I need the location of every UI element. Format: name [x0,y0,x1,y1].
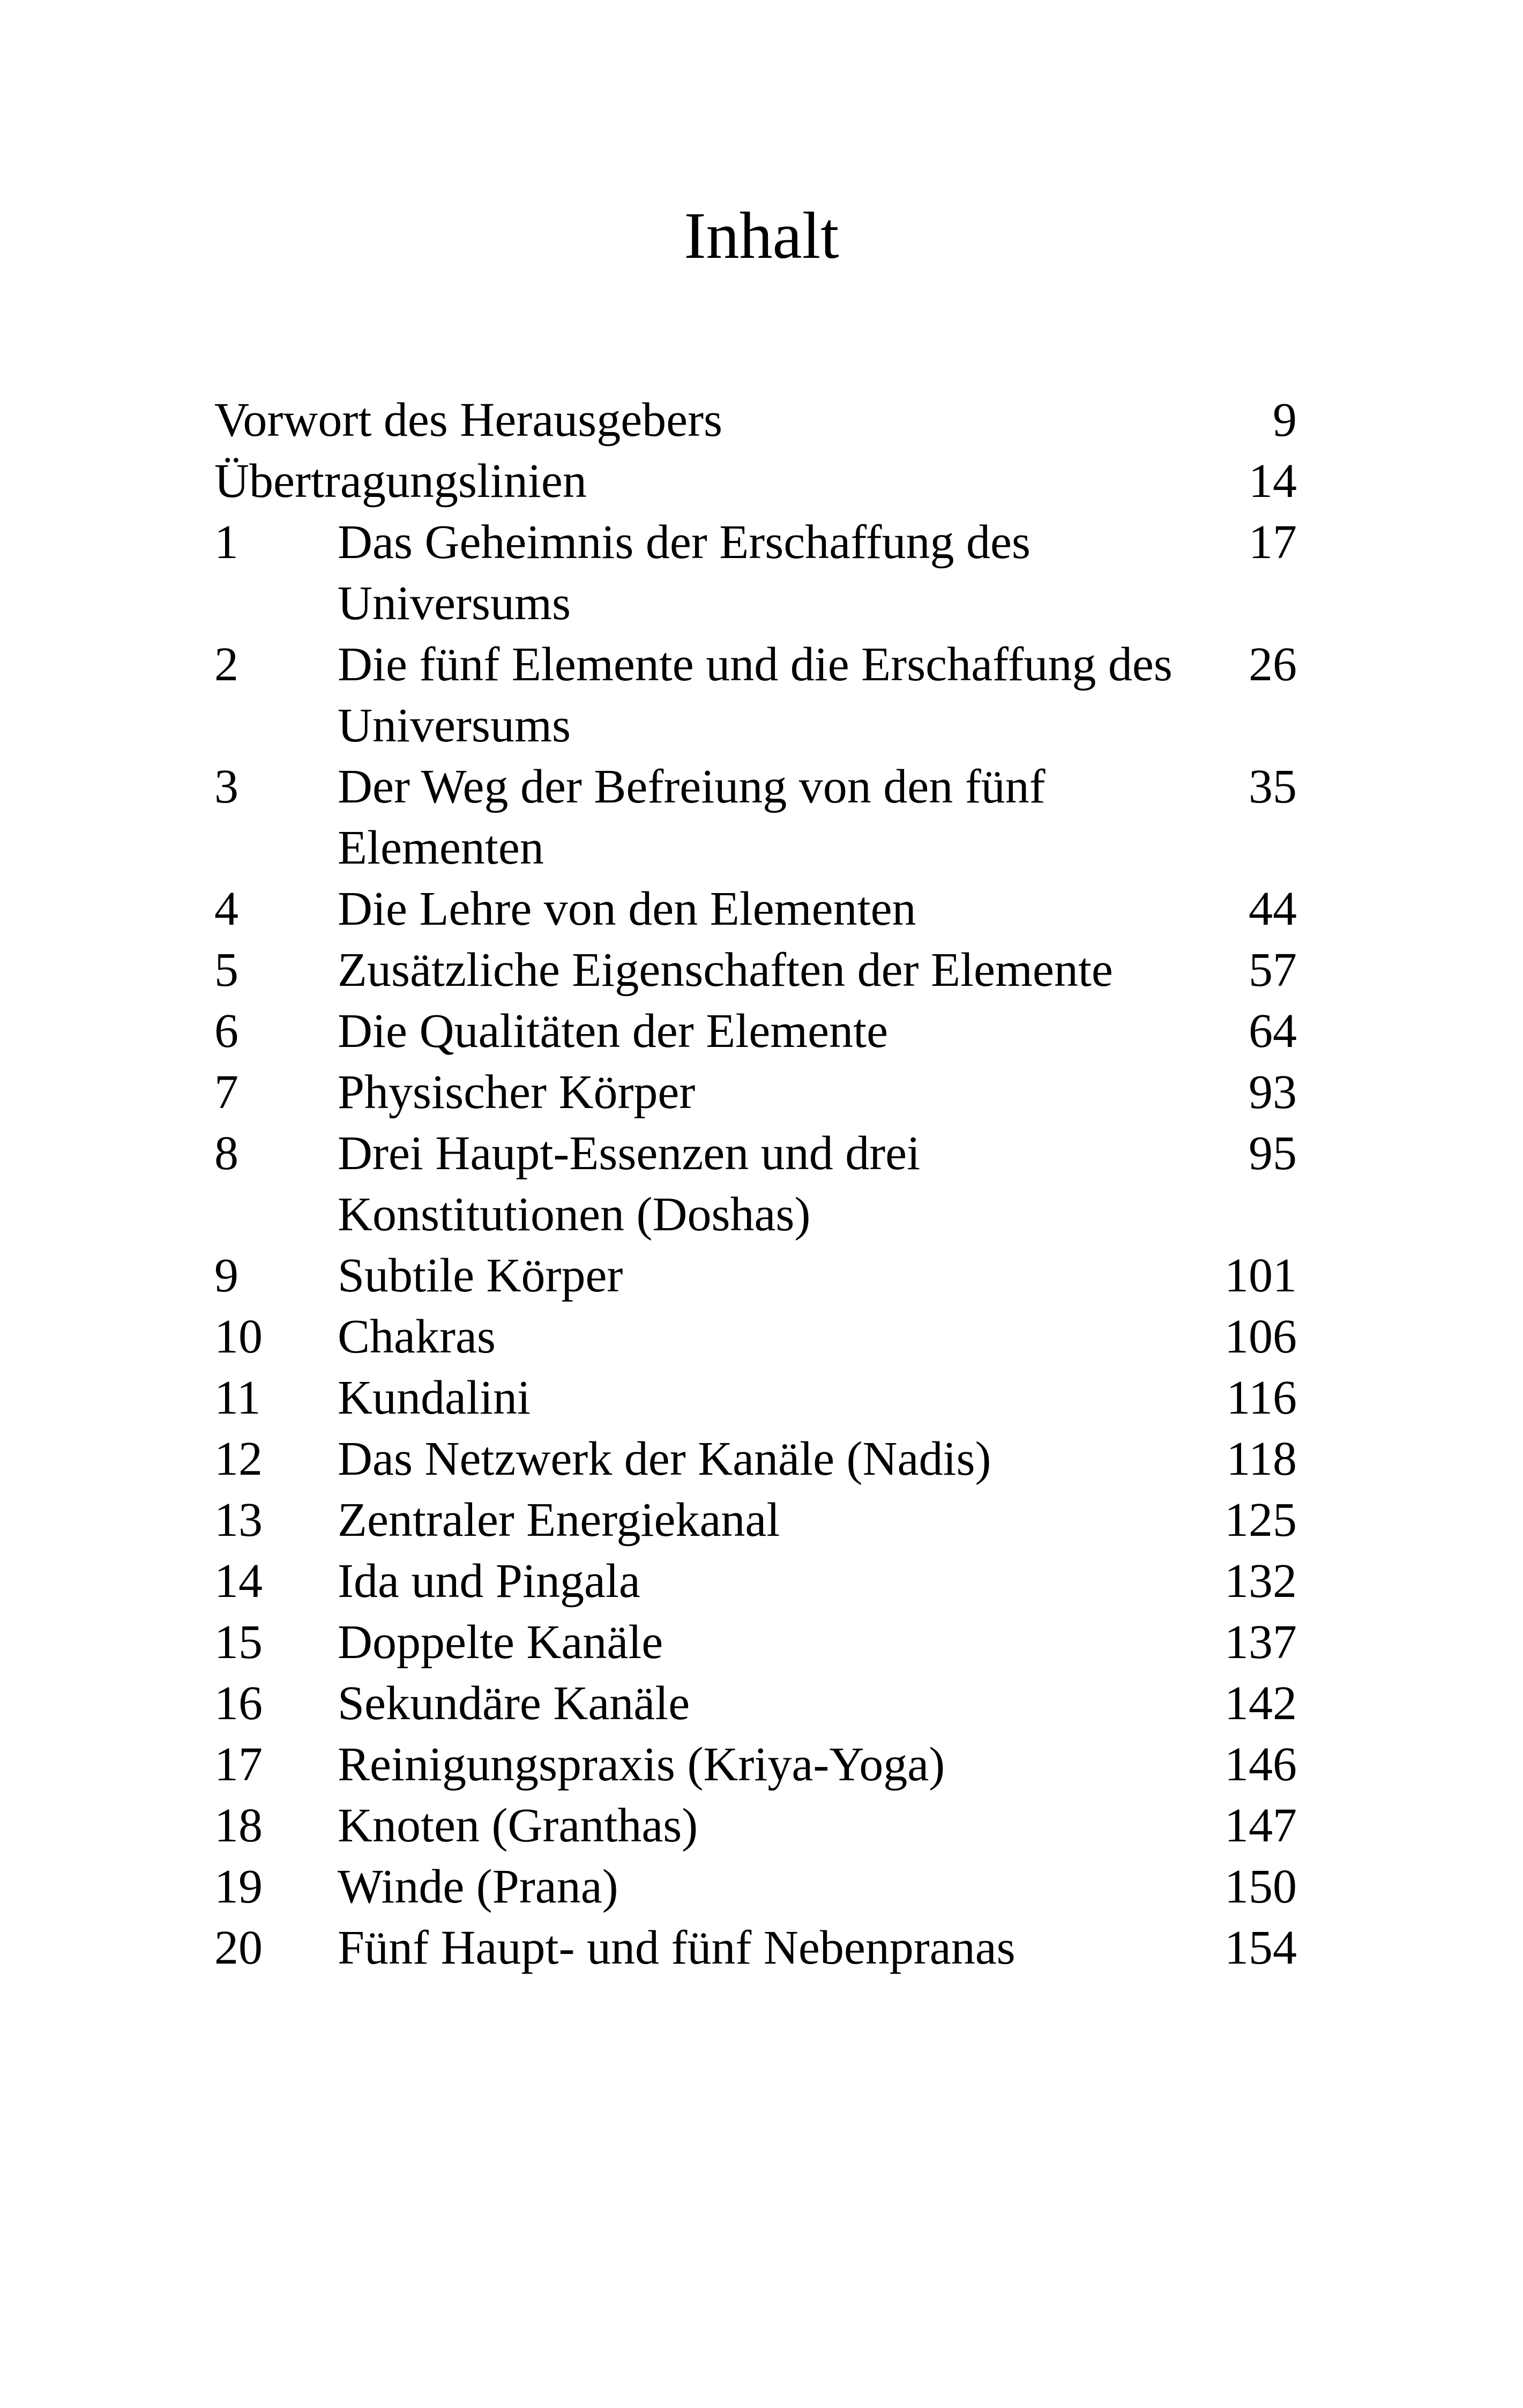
page-number: 116 [1226,1371,1297,1424]
page-number: 95 [1249,1127,1297,1180]
page-number: 118 [1226,1432,1297,1485]
toc-entry [214,1123,1297,1245]
chapter-number: 10 [214,1310,263,1363]
chapter-number: 1 [214,516,238,569]
page-number: 17 [1249,516,1297,569]
chapter-title: Doppelte Kanäle [338,1616,663,1669]
page-number: 101 [1225,1249,1297,1302]
chapter-title: Übertragungslinien [214,455,587,508]
chapter-title: Die Qualitäten der Elemente [338,1005,889,1058]
chapter-number: 8 [214,1127,238,1180]
chapter-title: Fünf Haupt- und fünf Nebenpranas [338,1921,1016,1974]
chapter-number: 4 [214,882,238,935]
page-number: 125 [1225,1493,1297,1547]
page-number: 64 [1249,1005,1297,1058]
toc-entry [214,1551,1297,1612]
toc-entry [214,1856,1297,1918]
chapter-number: 18 [214,1799,263,1852]
page-number: 35 [1249,760,1297,813]
chapter-number: 11 [214,1371,261,1424]
chapter-title: Vorwort des Herausgebers [214,393,723,447]
toc-entry [214,390,1297,451]
toc-entry [214,1918,1297,1979]
chapter-number: 3 [214,760,238,813]
toc-entry [214,1795,1297,1856]
chapter-number: 19 [214,1860,263,1913]
chapter-title: Zentraler Energiekanal [338,1493,780,1547]
page-number: 26 [1249,638,1297,691]
toc-entry [214,1245,1297,1306]
toc-entry [214,1734,1297,1795]
toc-entry [214,451,1297,512]
chapter-number: 9 [214,1249,238,1302]
chapter-number: 13 [214,1493,263,1547]
page-number: 132 [1225,1555,1297,1608]
toc-entry [214,1673,1297,1734]
page-title: Inhalt [684,199,839,272]
chapter-number: 15 [214,1616,263,1669]
chapter-number: 12 [214,1432,263,1485]
chapter-number: 5 [214,943,238,997]
toc-entry [214,1306,1297,1367]
page-number: 93 [1249,1066,1297,1119]
chapter-number: 16 [214,1677,263,1730]
table-of-contents [214,390,1297,1979]
chapter-title: Chakras [338,1310,496,1363]
page-number: 137 [1225,1616,1297,1669]
page-number: 106 [1225,1310,1297,1363]
chapter-title: Sekundäre Kanäle [338,1677,690,1730]
chapter-number: 17 [214,1738,263,1791]
toc-entry [214,1062,1297,1123]
chapter-title: Die fünf Elemente und die Erschaffung des Universums [338,638,1173,752]
chapter-title: Zusätzliche Eigenschaften der Elemente [338,943,1113,997]
chapter-title: Subtile Körper [338,1249,623,1302]
toc-entry [214,1490,1297,1551]
chapter-title: Das Geheimnis der Erschaffung des Universums [338,516,1031,630]
chapter-title: Drei Haupt-Essenzen und drei Konstitutionen (Doshas) [338,1127,921,1241]
chapter-title: Reinigungspraxis (Kriya-Yoga) [338,1738,945,1791]
toc-entry [214,756,1297,879]
chapter-title: Physischer Körper [338,1066,696,1119]
page-number: 57 [1249,943,1297,997]
chapter-title: Die Lehre von den Elementen [338,882,916,935]
toc-entry [214,512,1297,634]
toc-entry [214,879,1297,940]
page-number: 154 [1225,1921,1297,1974]
chapter-title: Knoten (Granthas) [338,1799,698,1852]
page-number: 146 [1225,1738,1297,1791]
page-number: 147 [1225,1799,1297,1852]
toc-entry [214,1429,1297,1490]
toc-entry [214,1612,1297,1673]
page-number: 150 [1225,1860,1297,1913]
chapter-title: Der Weg der Befreiung von den fünf Elementen [338,760,1046,874]
chapter-number: 6 [214,1005,238,1058]
page-number: 14 [1249,455,1297,508]
chapter-number: 14 [214,1555,263,1608]
page-number: 9 [1273,393,1297,447]
chapter-title: Kundalini [338,1371,531,1424]
chapter-number: 20 [214,1921,263,1974]
chapter-number: 2 [214,638,238,691]
chapter-title: Das Netzwerk der Kanäle (Nadis) [338,1432,991,1485]
toc-entry [214,634,1297,756]
toc-entry [214,1001,1297,1062]
chapter-title: Winde (Prana) [338,1860,618,1913]
chapter-title: Ida und Pingala [338,1555,640,1608]
toc-entry [214,940,1297,1001]
toc-entry [214,1367,1297,1429]
chapter-number: 7 [214,1066,238,1119]
page-number: 44 [1249,882,1297,935]
page-number: 142 [1225,1677,1297,1730]
